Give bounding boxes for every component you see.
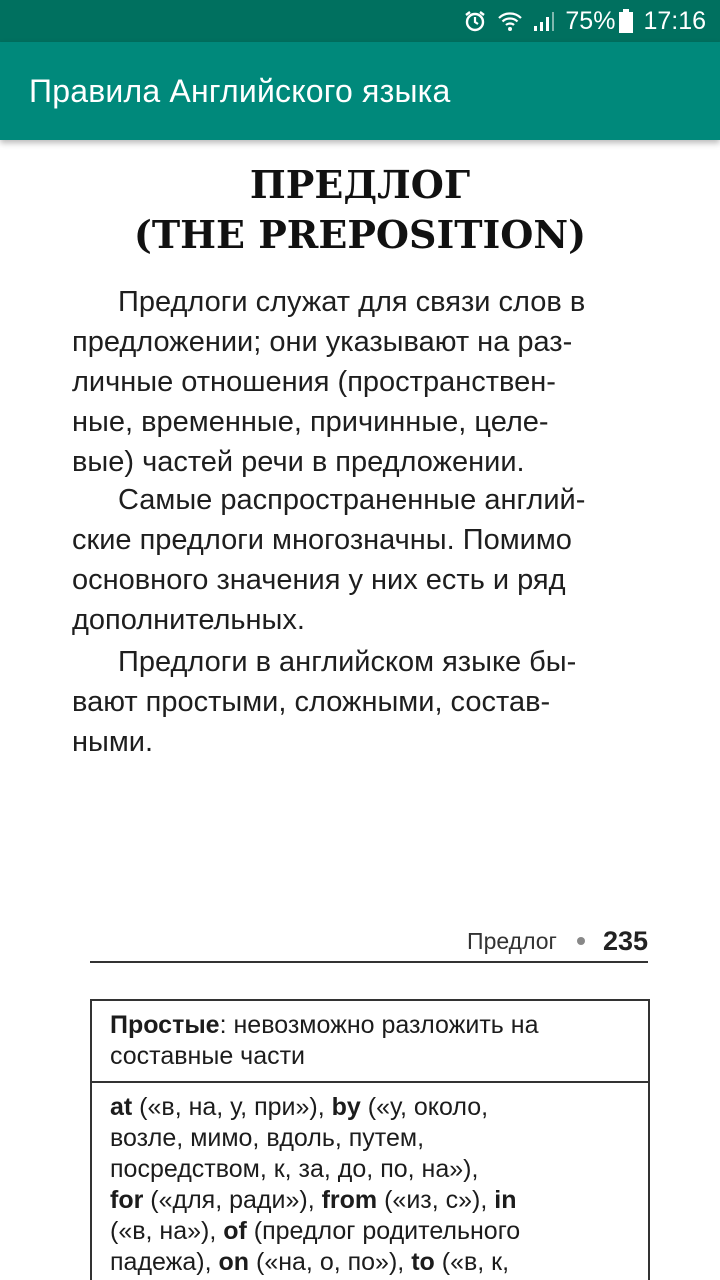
text-line: личные отношения (пространствен- xyxy=(72,366,556,398)
preposition: for xyxy=(110,1186,144,1214)
table-text: («в, к, xyxy=(434,1248,510,1276)
text-line: Самые распространенные англий- xyxy=(118,484,586,516)
bullet-dot xyxy=(577,937,585,945)
app-title: Правила Английского языка xyxy=(29,72,451,109)
paragraph-1 xyxy=(72,282,642,482)
page-content[interactable] xyxy=(0,140,720,1280)
table-text: («из, с»), xyxy=(377,1186,495,1214)
signal-icon xyxy=(533,10,555,32)
text-line: дополнительных. xyxy=(72,604,305,636)
text-line: Предлоги в английском языке бы- xyxy=(118,646,577,678)
table-line xyxy=(110,1247,630,1278)
text-line: вые) частей речи в предложении. xyxy=(72,446,525,478)
table-text: («в, на»), xyxy=(110,1217,224,1245)
section-name: Предлог xyxy=(467,927,557,954)
preposition: at xyxy=(110,1093,133,1121)
table-text: (предлог родительного xyxy=(246,1217,521,1245)
text-line: ские предлоги многозначны. Помимо xyxy=(72,524,572,556)
table-line xyxy=(110,1216,630,1247)
table-body-row xyxy=(92,1081,648,1280)
table-line: составные части xyxy=(110,1042,306,1070)
table-line xyxy=(110,1185,630,1216)
table-text: («в, на, у, при»), xyxy=(132,1093,332,1121)
text-line: основного значения у них есть и ряд xyxy=(72,564,566,596)
preposition: in xyxy=(494,1186,517,1214)
heading-line-2: (THE PREPOSITION) xyxy=(133,212,587,257)
text-line: предложении; они указывают на раз- xyxy=(72,326,573,358)
text-line: Предлоги служат для связи слов в xyxy=(118,286,586,318)
table-text: («на, о, по»), xyxy=(249,1248,412,1276)
table-text: («для, ради»), xyxy=(143,1186,322,1214)
app-bar xyxy=(0,42,720,140)
table-line: возле, мимо, вдоль, путем, xyxy=(110,1124,425,1152)
table-header-row xyxy=(92,1001,648,1081)
battery-percent: 75% xyxy=(565,6,616,35)
prepositions-table xyxy=(90,999,650,1280)
running-head xyxy=(90,921,648,963)
wifi-icon xyxy=(497,9,523,33)
text-line: вают простыми, сложными, состав- xyxy=(72,686,551,718)
heading-line-1: ПРЕДЛОГ xyxy=(249,162,471,207)
paragraph-3 xyxy=(72,642,642,762)
table-text: падежа), xyxy=(110,1248,219,1276)
table-term: Простые xyxy=(110,1011,220,1039)
preposition: on xyxy=(218,1248,250,1276)
preposition: of xyxy=(223,1217,247,1245)
preposition: by xyxy=(331,1093,361,1121)
battery-icon xyxy=(619,9,633,33)
table-line xyxy=(110,1010,630,1041)
page-heading xyxy=(0,160,720,260)
page-number: 235 xyxy=(602,925,648,956)
table-text: : невозможно разложить на xyxy=(219,1011,539,1039)
text-line: ными. xyxy=(72,726,154,758)
table-line xyxy=(110,1092,630,1123)
table-line: посредством, к, за, до, по, на»), xyxy=(110,1155,479,1183)
clock: 17:16 xyxy=(643,6,706,35)
status-bar xyxy=(0,0,720,42)
text-line: ные, временные, причинные, целе- xyxy=(72,406,549,438)
table-text: («у, около, xyxy=(360,1093,489,1121)
alarm-icon xyxy=(463,9,487,33)
preposition: to xyxy=(411,1248,435,1276)
preposition: from xyxy=(321,1186,378,1214)
paragraph-2 xyxy=(72,480,642,640)
